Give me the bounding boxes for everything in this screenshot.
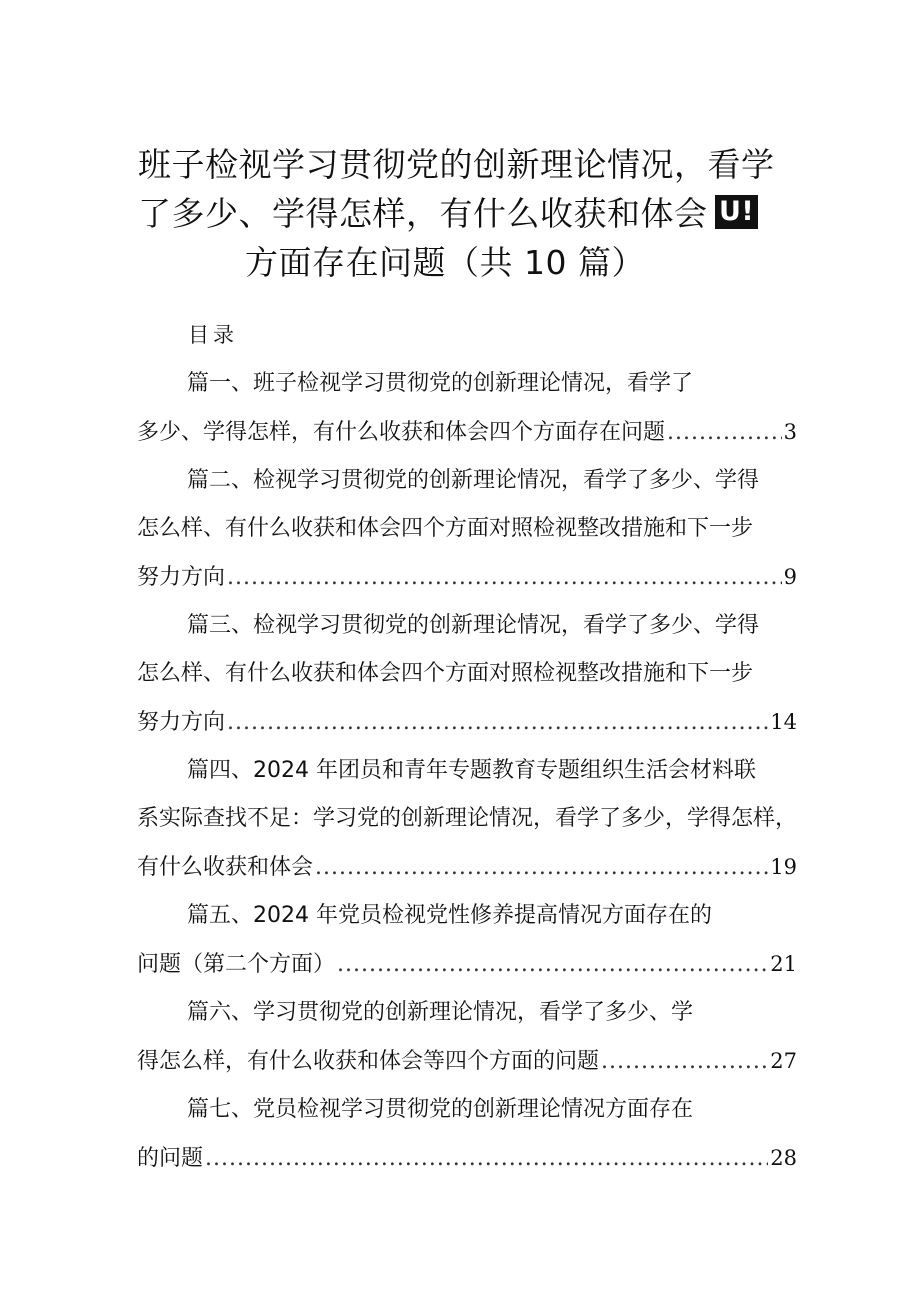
toc-leader-dots [227,699,768,747]
toc-entry[interactable] [137,457,797,602]
toc-page-number: 3 [783,420,797,444]
toc-entry-text: 多少、学得怎样，有什么收获和体会四个方面存在问题 [137,420,666,445]
toc-entry-text: 问题（第二个方面） [137,952,336,977]
toc-page-number: 14 [770,710,797,734]
toc-entry-line [137,795,797,843]
toc-entry-line [137,505,797,553]
toc-entry-text: 篇六、学习贯彻党的创新理论情况，看学了多少、学 [187,1000,694,1025]
toc-entry-line [137,892,797,940]
toc-entry-line [137,747,797,795]
watermark-badge: U! [715,195,758,229]
title-line-2 [120,189,810,238]
toc-entry[interactable] [137,892,797,989]
toc-entry-text: 篇一、班子检视学习贯彻党的创新理论情况，看学了 [187,371,694,396]
toc-entry-line [137,698,797,747]
toc-entry-line [137,1086,797,1134]
toc-entry-line [137,650,797,698]
toc-entry[interactable] [137,360,797,457]
toc-entry-text: 怎么样、有什么收获和体会四个方面对照检视整改措施和下一步 [137,516,754,541]
toc-leader-dots [315,844,768,892]
toc-entry-line [137,408,797,457]
toc-entry-text: 得怎么样，有什么收获和体会等四个方面的问题 [137,1049,600,1074]
table-of-contents [137,360,797,1183]
toc-entry-line [137,553,797,602]
toc-entry-text: 篇五、2024 年党员检视党性修养提高情况方面存在的 [187,903,712,928]
toc-entry-text: 篇三、检视学习贯彻党的创新理论情况，看学了多少、学得 [187,613,760,638]
toc-entry[interactable] [137,602,797,747]
toc-entry[interactable] [137,1086,797,1183]
toc-entry-line [137,360,797,408]
toc-page-number: 9 [783,565,797,589]
title-line-1: 班子检视学习贯彻党的创新理论情况，看学 [138,145,775,184]
toc-entry-line [137,602,797,650]
toc-page-number: 28 [770,1146,797,1170]
toc-entry-text: 篇二、检视学习贯彻党的创新理论情况，看学了多少、学得 [187,468,760,493]
toc-entry-line [137,457,797,505]
toc-leader-dots [337,941,768,989]
toc-heading: 目录 [188,323,238,347]
toc-leader-dots [667,409,782,457]
document-title [120,140,810,287]
toc-leader-dots [601,1038,768,1086]
toc-entry-line [137,989,797,1037]
toc-entry-line [137,843,797,892]
toc-entry-text: 努力方向 [137,565,226,590]
toc-entry-text: 篇四、2024 年团员和青年专题教育专题组织生活会材料联 [187,758,756,783]
toc-entry-text: 努力方向 [137,710,226,735]
toc-entry-text: 篇七、党员检视学习贯彻党的创新理论情况方面存在 [187,1097,694,1122]
toc-leader-dots [205,1135,768,1183]
toc-entry[interactable] [137,747,797,892]
title-line-3: 方面存在问题（共 10 篇） [245,243,645,282]
toc-entry-text: 的问题 [137,1146,204,1171]
toc-entry-text: 怎么样、有什么收获和体会四个方面对照检视整改措施和下一步 [137,661,754,686]
toc-entry-line [137,1134,797,1183]
toc-entry-line [137,1037,797,1086]
toc-entry-text: 有什么收获和体会 [137,855,314,880]
toc-entry-text: 系实际查找不足：学习党的创新理论情况，看学了多少，学得怎样， [137,806,798,831]
toc-entry[interactable] [137,989,797,1086]
toc-page-number: 19 [770,855,797,879]
title-line-2-text: 了多少、学得怎样，有什么收获和体会 [138,194,708,233]
toc-leader-dots [227,554,782,602]
toc-entry-line [137,940,797,989]
toc-page-number: 27 [770,1049,797,1073]
toc-page-number: 21 [770,952,797,976]
